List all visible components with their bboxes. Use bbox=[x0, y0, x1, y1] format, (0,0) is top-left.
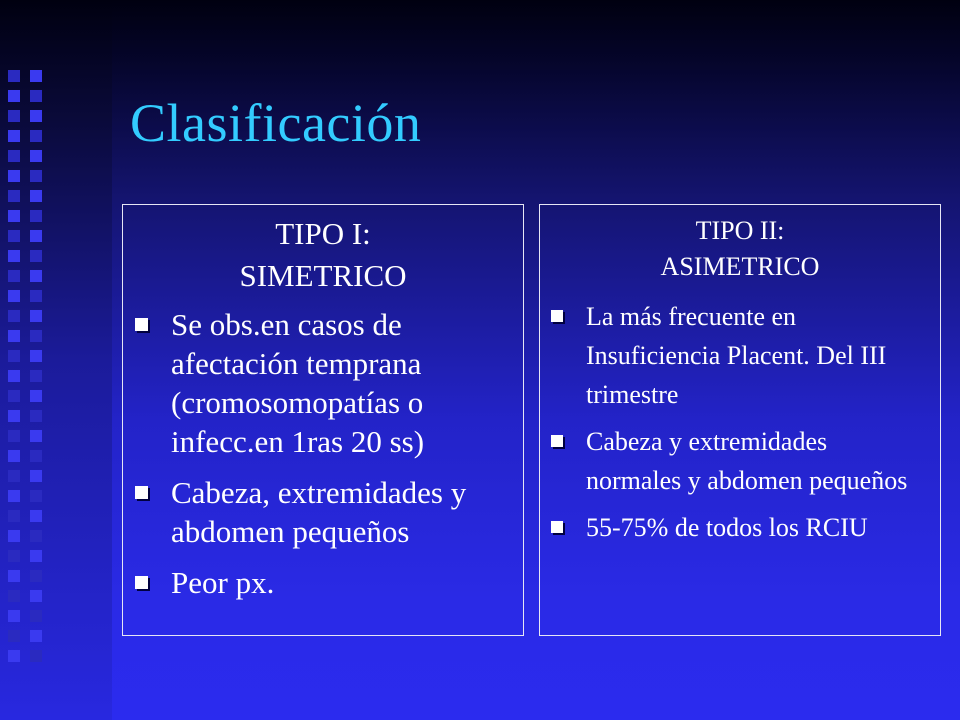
list-item bbox=[171, 305, 509, 461]
type-one-bullet-list bbox=[123, 305, 523, 602]
bullet-text: 55-75% de todos los RCIU bbox=[586, 513, 868, 542]
type-two-subheading: ASIMETRICO bbox=[660, 252, 820, 281]
bullet-text: La más frecuente en Insuficiencia Placent. Del III trimestre bbox=[586, 302, 887, 409]
type-two-box bbox=[539, 204, 941, 636]
bullet-text: Cabeza, extremidades y abdomen pequeños bbox=[171, 475, 467, 549]
square-pattern-decoration bbox=[8, 70, 20, 670]
type-two-heading: TIPO II: bbox=[695, 216, 785, 245]
square-bullet-icon bbox=[551, 521, 563, 533]
bullet-text: Peor px. bbox=[171, 565, 275, 600]
type-one-box bbox=[122, 204, 524, 636]
list-item bbox=[586, 508, 926, 547]
slide-title: Clasificación bbox=[130, 93, 422, 153]
bullet-text: Cabeza y extremidades normales y abdomen pequeños bbox=[586, 427, 908, 495]
type-one-heading: TIPO I: bbox=[275, 216, 371, 251]
square-bullet-icon bbox=[551, 310, 563, 322]
square-pattern-decoration bbox=[30, 70, 42, 670]
type-one-subheading: SIMETRICO bbox=[239, 258, 407, 293]
list-item bbox=[171, 563, 509, 602]
list-item bbox=[171, 473, 509, 551]
square-bullet-icon bbox=[135, 318, 148, 331]
square-bullet-icon bbox=[135, 486, 148, 499]
type-two-bullet-list bbox=[540, 297, 940, 547]
left-decorative-bar bbox=[0, 0, 112, 720]
list-item bbox=[586, 422, 926, 500]
list-item bbox=[586, 297, 926, 414]
square-bullet-icon bbox=[551, 435, 563, 447]
bullet-text: Se obs.en casos de afectación temprana (cromosomopatías o infecc.en 1ras 20 ss) bbox=[171, 307, 425, 459]
square-bullet-icon bbox=[135, 576, 148, 589]
